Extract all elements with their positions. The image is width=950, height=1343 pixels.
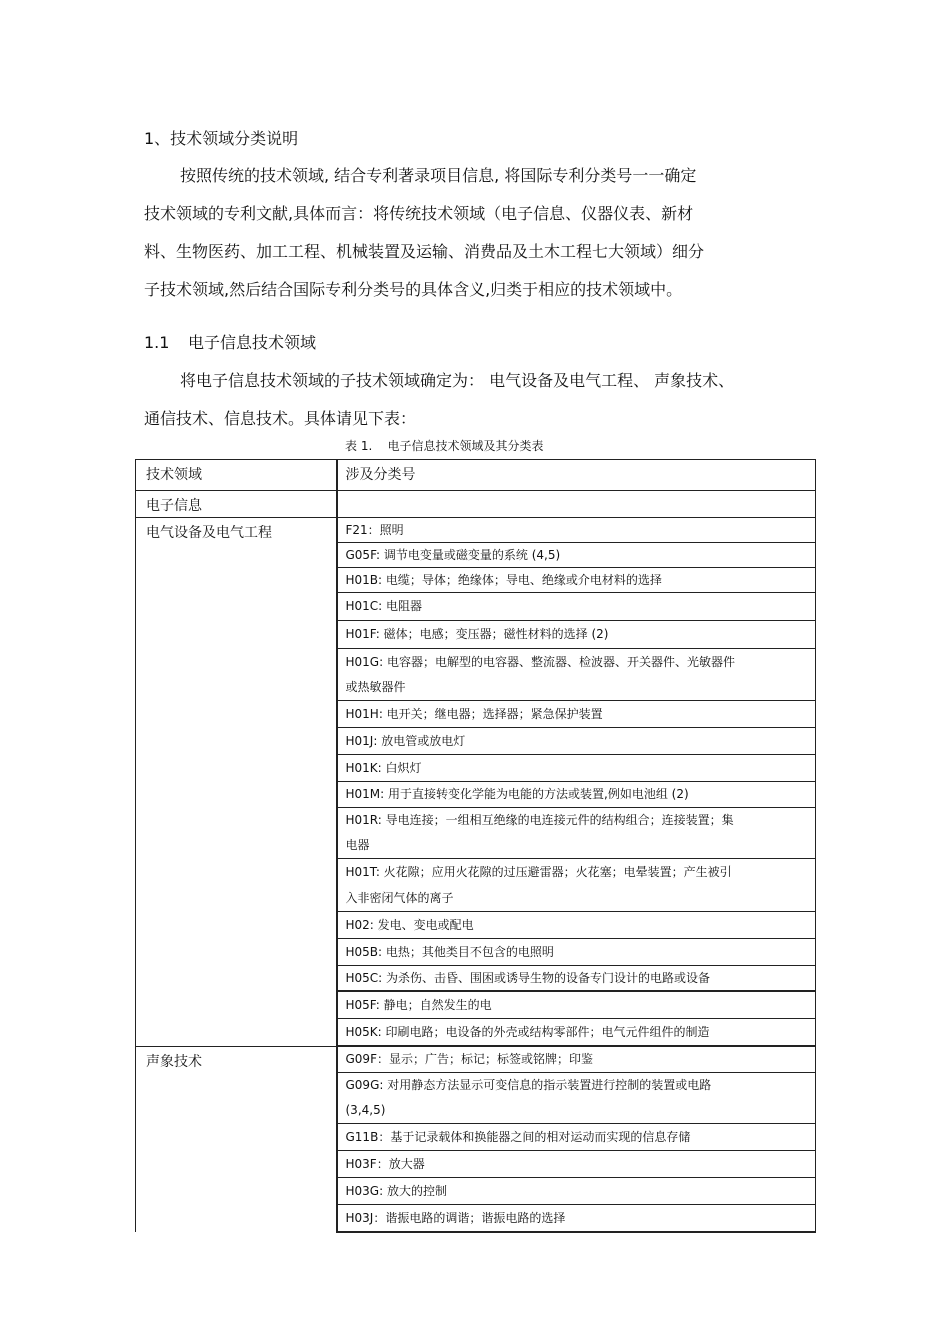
- code-cell: H02: 发电、变电或配电: [337, 912, 816, 939]
- code-cell: H01G: 电容器；电解型的电容器、整流器、检波器、开关器件、光敏器件 或热敏器件: [337, 649, 816, 701]
- header-domain: 技术领域: [136, 460, 337, 491]
- table-caption: 表 1. 电子信息技术领域及其分类表: [345, 439, 544, 453]
- paragraph-line: 通信技术、信息技术。具体请见下表：: [144, 409, 417, 428]
- paragraph-line: 子技术领域,然后结合国际专利分类号的具体含义,归类于相应的技术领域中。: [144, 280, 683, 299]
- subsection-label: 电子信息技术领域: [188, 333, 317, 352]
- subsection-number: 1.1: [144, 333, 170, 352]
- code-cell: H01R: 导电连接；一组相互绝缘的电连接元件的结构组合；连接装置；集 电器: [337, 808, 816, 859]
- code-cell: H05K: 印刷电路；电设备的外壳或结构零部件；电气元件组件的制造: [337, 1019, 816, 1047]
- domain-electrical: 电气设备及电气工程: [136, 518, 337, 1047]
- table-row: [136, 491, 816, 518]
- code-cell: H03J：谐振电路的调谐；谐振电路的选择: [337, 1205, 816, 1233]
- code-cell: H01H: 电开关；继电器；选择器；紧急保护装置: [337, 701, 816, 728]
- domain-audio-visual: 声象技术: [136, 1046, 337, 1232]
- code-cell: H05C: 为杀伤、击昏、围困或诱导生物的设备专门设计的电路或设备: [337, 966, 816, 992]
- code-cell: H01J: 放电管或放电灯: [337, 728, 816, 755]
- code-cell: G09G: 对用静态方法显示可变信息的指示装置进行控制的装置或电路 (3,4,5): [337, 1073, 816, 1124]
- table-header-row: [136, 460, 816, 491]
- code-cell: H01C: 电阻器: [337, 593, 816, 621]
- code-cell: H03F：放大器: [337, 1151, 816, 1178]
- classification-table: [135, 459, 816, 1233]
- code-cell: H01M: 用于直接转变化学能为电能的方法或装置,例如电池组 (2): [337, 782, 816, 808]
- code-cell: G09F：显示；广告；标记；标签或铭牌；印鉴: [337, 1046, 816, 1073]
- paragraph-line: 技术领域的专利文献,具体而言：将传统技术领域（电子信息、仪器仪表、新材: [144, 204, 694, 223]
- paragraph-line: 料、生物医药、加工工程、机械装置及运输、消费品及土木工程七大领域）细分: [144, 242, 705, 261]
- code-cell: H03G: 放大的控制: [337, 1178, 816, 1205]
- empty-cell: [337, 491, 816, 518]
- domain-electronic-info: 电子信息: [136, 491, 337, 518]
- code-cell: H01T: 火花隙；应用火花隙的过压避雷器；火花塞；电晕装置；产生被引 入非密闭气体的离子: [337, 859, 816, 912]
- table-row: [136, 1046, 816, 1073]
- header-codes: 涉及分类号: [337, 460, 816, 491]
- code-cell: H05F: 静电；自然发生的电: [337, 991, 816, 1019]
- code-cell: G05F: 调节电变量或磁变量的系统 (4,5): [337, 543, 816, 568]
- code-cell: F21：照明: [337, 518, 816, 543]
- code-cell: H01B: 电缆；导体；绝缘体；导电、绝缘或介电材料的选择: [337, 568, 816, 593]
- code-cell: G11B：基于记录载体和换能器之间的相对运动而实现的信息存储: [337, 1124, 816, 1151]
- subsection-title: [144, 330, 316, 353]
- paragraph-line: 按照传统的技术领域, 结合专利著录项目信息, 将国际专利分类号一一确定: [180, 166, 697, 185]
- code-cell: H05B: 电热；其他类目不包含的电照明: [337, 939, 816, 966]
- code-cell: H01K: 白炽灯: [337, 755, 816, 782]
- table-row: [136, 518, 816, 543]
- paragraph-line: 将电子信息技术领域的子技术领域确定为： 电气设备及电气工程、 声象技术、: [180, 371, 735, 390]
- section-title: 1、技术领域分类说明: [144, 129, 299, 148]
- code-cell: H01F: 磁体；电感；变压器；磁性材料的选择 (2): [337, 621, 816, 649]
